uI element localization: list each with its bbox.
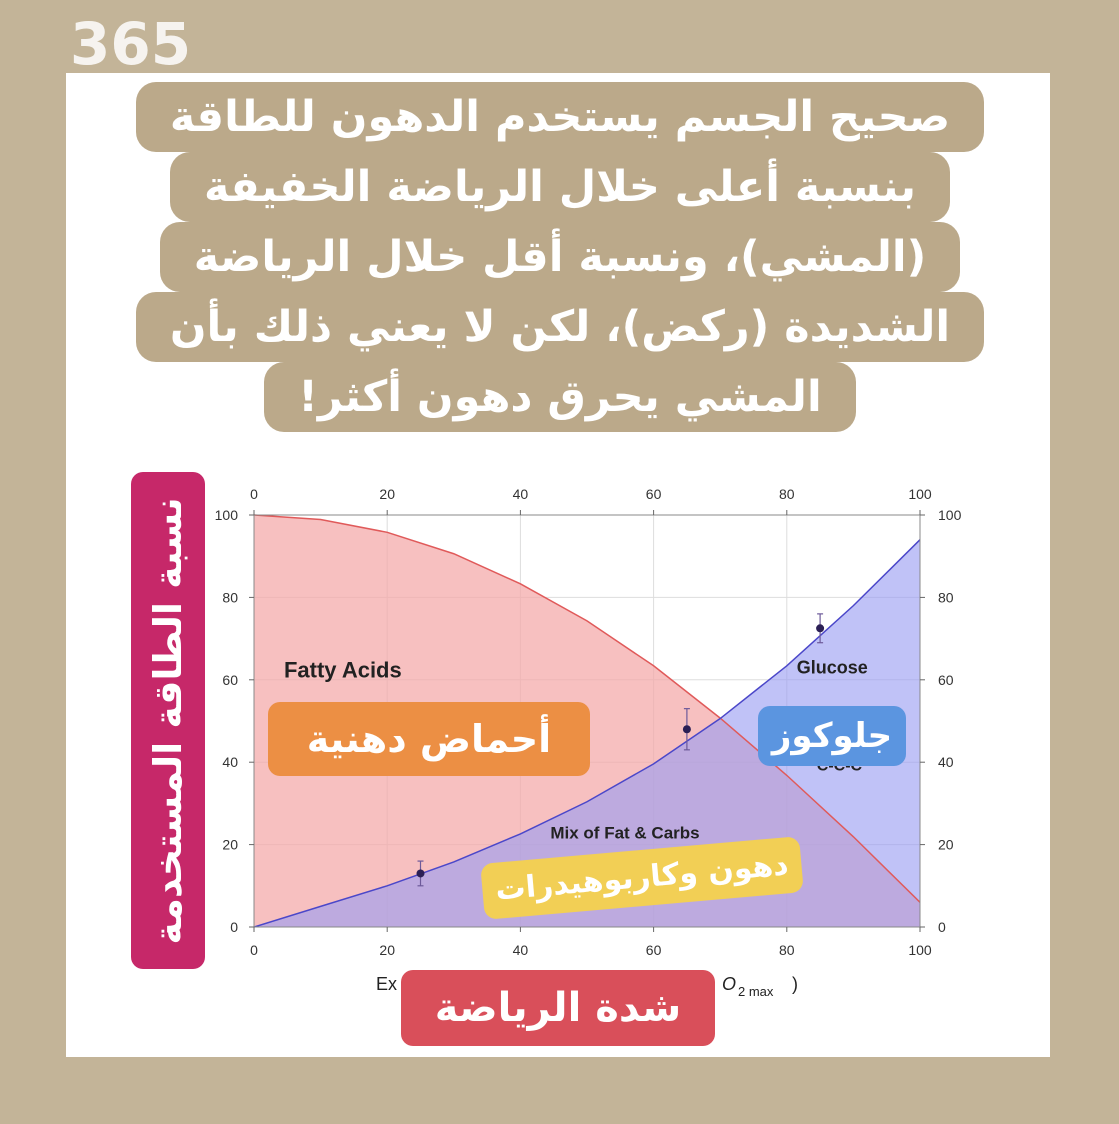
annotation-mix: Mix of Fat & Carbs	[550, 823, 700, 843]
glucose-label: جلوكوز	[758, 706, 906, 766]
y-tick-label-right: 80	[938, 589, 954, 606]
y-axis-label	[131, 472, 205, 969]
caption-line: المشي يحرق دهون أكثر!	[264, 362, 855, 432]
y-axis-label-text: نسبة الطاقة المستخدمة	[146, 496, 190, 945]
annotation-glucose: Glucose	[796, 657, 868, 678]
x-tick-label: 40	[512, 942, 529, 958]
y-tick-label: 20	[222, 836, 238, 853]
data-point	[683, 725, 691, 733]
x-tick-label: 0	[250, 942, 258, 958]
x-tick-label-top: 60	[645, 486, 662, 502]
caption-line: صحيح الجسم يستخدم الدهون للطاقة	[136, 82, 984, 152]
x-tick-label: 60	[645, 942, 662, 958]
y-tick-label: 40	[222, 754, 238, 771]
x-tick-label: 80	[779, 942, 795, 958]
x-tick-label-top: 100	[908, 486, 932, 502]
y-tick-label: 0	[230, 919, 238, 935]
caption-line: بنسبة أعلى خلال الرياضة الخفيفة	[170, 152, 950, 222]
data-point	[417, 869, 425, 877]
x-axis-title-start: Ex	[376, 974, 398, 994]
x-tick-label: 20	[379, 942, 395, 958]
x-tick-label-top: 40	[512, 486, 529, 502]
x-tick-label-top: 0	[250, 486, 258, 502]
y-tick-label: 80	[222, 589, 238, 606]
data-point	[816, 624, 824, 632]
y-tick-label-right: 20	[938, 836, 954, 853]
y-tick-label-right: 60	[938, 671, 954, 688]
y-tick-label-right: 0	[938, 919, 946, 935]
y-tick-label: 100	[214, 507, 238, 523]
x-tick-label: 100	[908, 942, 932, 958]
x-axis-title-end: O	[722, 974, 737, 994]
y-tick-label-right: 40	[938, 754, 954, 771]
y-tick-label-right: 100	[938, 507, 962, 523]
x-tick-label-top: 80	[779, 486, 795, 502]
caption-line: (المشي)، ونسبة أقل خلال الرياضة	[160, 222, 961, 292]
mix-label: دهون وكاربوهيدرات	[480, 836, 804, 920]
fatty-acids-label: أحماض دهنية	[268, 702, 590, 776]
caption-line: الشديدة (ركض)، لكن لا يعني ذلك بأن	[136, 292, 984, 362]
x-tick-label-top: 20	[379, 486, 395, 502]
x-axis-title-subscript: 2 max	[738, 984, 774, 999]
annotation-fatty-acids: Fatty Acids	[283, 657, 402, 683]
x-axis-title-close: )	[792, 974, 798, 994]
y-tick-label: 60	[222, 671, 238, 688]
svg-text:365: 365	[70, 10, 192, 70]
x-axis-label: شدة الرياضة	[401, 970, 715, 1046]
